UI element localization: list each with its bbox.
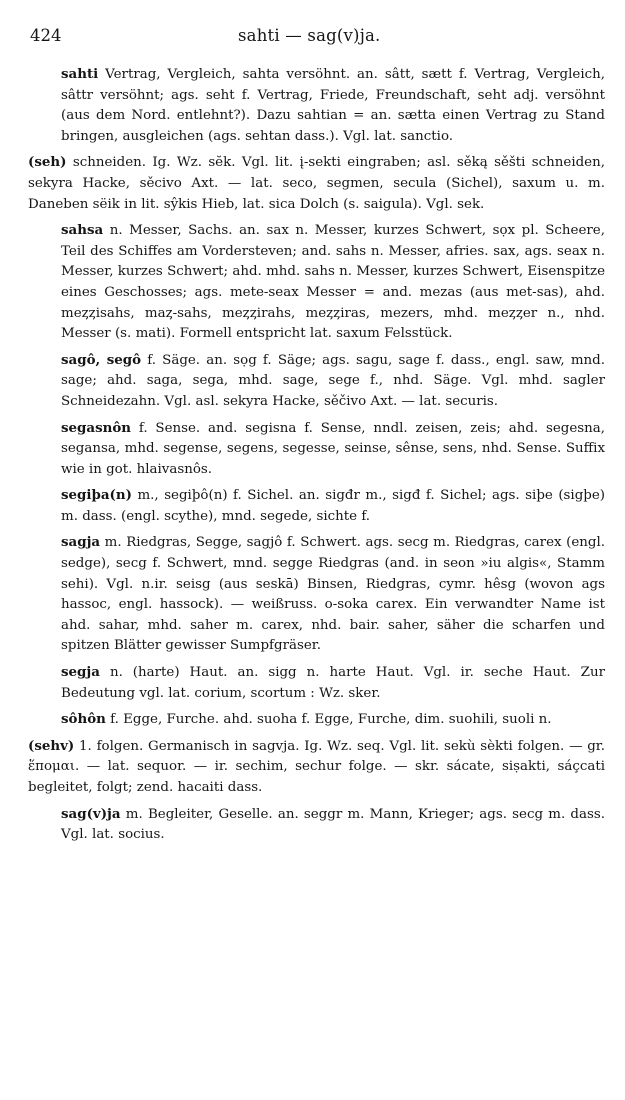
entry-lemma: segasnôn bbox=[61, 419, 132, 436]
entry-sahsa bbox=[24, 220, 605, 345]
entry-text: Vertrag, Vergleich, sahta versöhnt. an. sâtt, sætt f. Vertrag, Vergleich, sâttr versöhnt; ags. seht f. Vertrag, Friede, Freundschaft, seht adj. versöhnt (aus dem Nord. entlehnt?). Dazu sahtian = an. sætta einen Vertrag zu Stand bringen, ausgleichen (ags. sehtan dass.). Vgl. lat. sanctio. bbox=[61, 67, 605, 144]
entry-sago bbox=[24, 350, 605, 413]
running-head: sahti — sag(v)ja. bbox=[238, 26, 381, 45]
entry-lemma: segja bbox=[61, 664, 100, 681]
entry-text: schneiden. Ig. Wz. sĕk. Vgl. lit. į-sekti eingraben; asl. sěką sěšti schneiden, sekyra Hacke, sěcivo Axt. — lat. seco, segmen, secula (Sichel), saxum u. m. Daneben sëik in lit. sŷkis Hieb, lat. sica Dolch (s. saigula). Vgl. sek. bbox=[28, 155, 605, 212]
entry-segja bbox=[24, 662, 605, 704]
entry-lemma: sahti bbox=[61, 66, 99, 82]
entry-text: n. Messer, Sachs. an. sax n. Messer, kurzes Schwert, sọx pl. Scheere, Teil des Schiffes am Vordersteven; and. sahs n. Messer, afries. sax, ags. seax n. Messer, kurzes Schwert; ahd. mhd. sahs n. Messer, kurzes Schwert, Eisenspitze eines Geschosses; ags. mete-seax Messer = and. mezas (aus met-sas), ahd. meȥȥisahs, maȥ-sahs, meȥȥirahs, meȥȥiras, mezers, mhd. meȥȥer n., nhd. Messer (s. mati). Formell entspricht lat. saxum Felsstück. bbox=[61, 223, 605, 342]
entry-seh bbox=[24, 152, 605, 215]
entry-sahti bbox=[24, 64, 605, 147]
entry-text: n. (harte) Haut. an. sigg n. harte Haut. Vgl. ir. seche Haut. Zur Bedeutung vgl. lat. corium, scortum : Wz. sker. bbox=[61, 665, 605, 701]
entry-lemma: sag(v)ja bbox=[61, 805, 121, 822]
page-header bbox=[24, 24, 605, 64]
entry-lemma: segiþa(n) bbox=[61, 487, 132, 504]
entry-lemma: sôhôn bbox=[61, 711, 106, 728]
entry-segasnon bbox=[24, 418, 605, 481]
entry-sagvja bbox=[24, 804, 605, 846]
entry-text: m. Riedgras, Segge, sagjô f. Schwert. ags. secg m. Riedgras, carex (engl. sedge), secg f. Schwert, mnd. segge Riedgras (and. in seon »iu algis«, Stamm sehi). Vgl. n.ir. seisg (aus seskā) Binsen, Riedgras, cymr. hêsg (wovon ags hassoc, engl. hassock). — weißruss. o-soka carex. Ein verwandter Name ist ahd. sahar, mhd. saher m. carex, nhd. bair. saher, säher die scharfen und spitzen Blätter gewisser Sumpfgräser. bbox=[61, 535, 605, 654]
entry-sohon bbox=[24, 709, 605, 731]
entry-lemma: sagô, segô bbox=[61, 351, 142, 368]
entry-lemma: sagja bbox=[61, 534, 101, 551]
entry-sagja bbox=[24, 532, 605, 657]
entry-lemma: sahsa bbox=[61, 222, 104, 239]
entry-sehv bbox=[24, 736, 605, 799]
entry-lemma: (sehv) bbox=[28, 737, 75, 754]
entry-text: m., segiþô(n) f. Sichel. an. sigđr m., sigđ f. Sichel; ags. siþe (sigþe) m. dass. (engl. scythe), mnd. segede, sichte f. bbox=[61, 488, 605, 524]
entry-text: f. Säge. an. sọg f. Säge; ags. sagu, sage f. dass., engl. saw, mnd. sage; ahd. saga, sega, mhd. sage, sege f., nhd. Säge. Vgl. mhd. sagler Schneidezahn. Vgl. asl. sekyra Hacke, sěčivo Axt. — lat. securis. bbox=[61, 352, 605, 409]
entry-segipa bbox=[24, 485, 605, 527]
entry-text: f. Sense. and. segisna f. Sense, nndl. zeisen, zeis; ahd. segesna, segansa, mhd. segense, segens, segesse, seinse, sênse, sens, nhd. Sense. Suffix wie in got. hlaivasnôs. bbox=[61, 420, 605, 477]
entry-lemma: (seh) bbox=[28, 154, 67, 171]
entry-text: m. Begleiter, Geselle. an. seggr m. Mann, Krieger; ags. secg m. dass. Vgl. lat. socius. bbox=[61, 806, 605, 843]
entry-text: f. Egge, Furche. ahd. suoha f. Egge, Furche, dim. suohili, suoli n. bbox=[105, 712, 552, 728]
page-number: 424 bbox=[30, 26, 62, 45]
entry-text: 1. folgen. Germanisch in sagvja. Ig. Wz. seq. Vgl. lit. sekù sèkti folgen. — gr. ἕπομαι. — lat. sequor. — ir. sechim, sechur folge. — skr. sácate, siṣakti, sáçcati begleitet, folgt; zend. hacaiti dass. bbox=[28, 738, 605, 795]
